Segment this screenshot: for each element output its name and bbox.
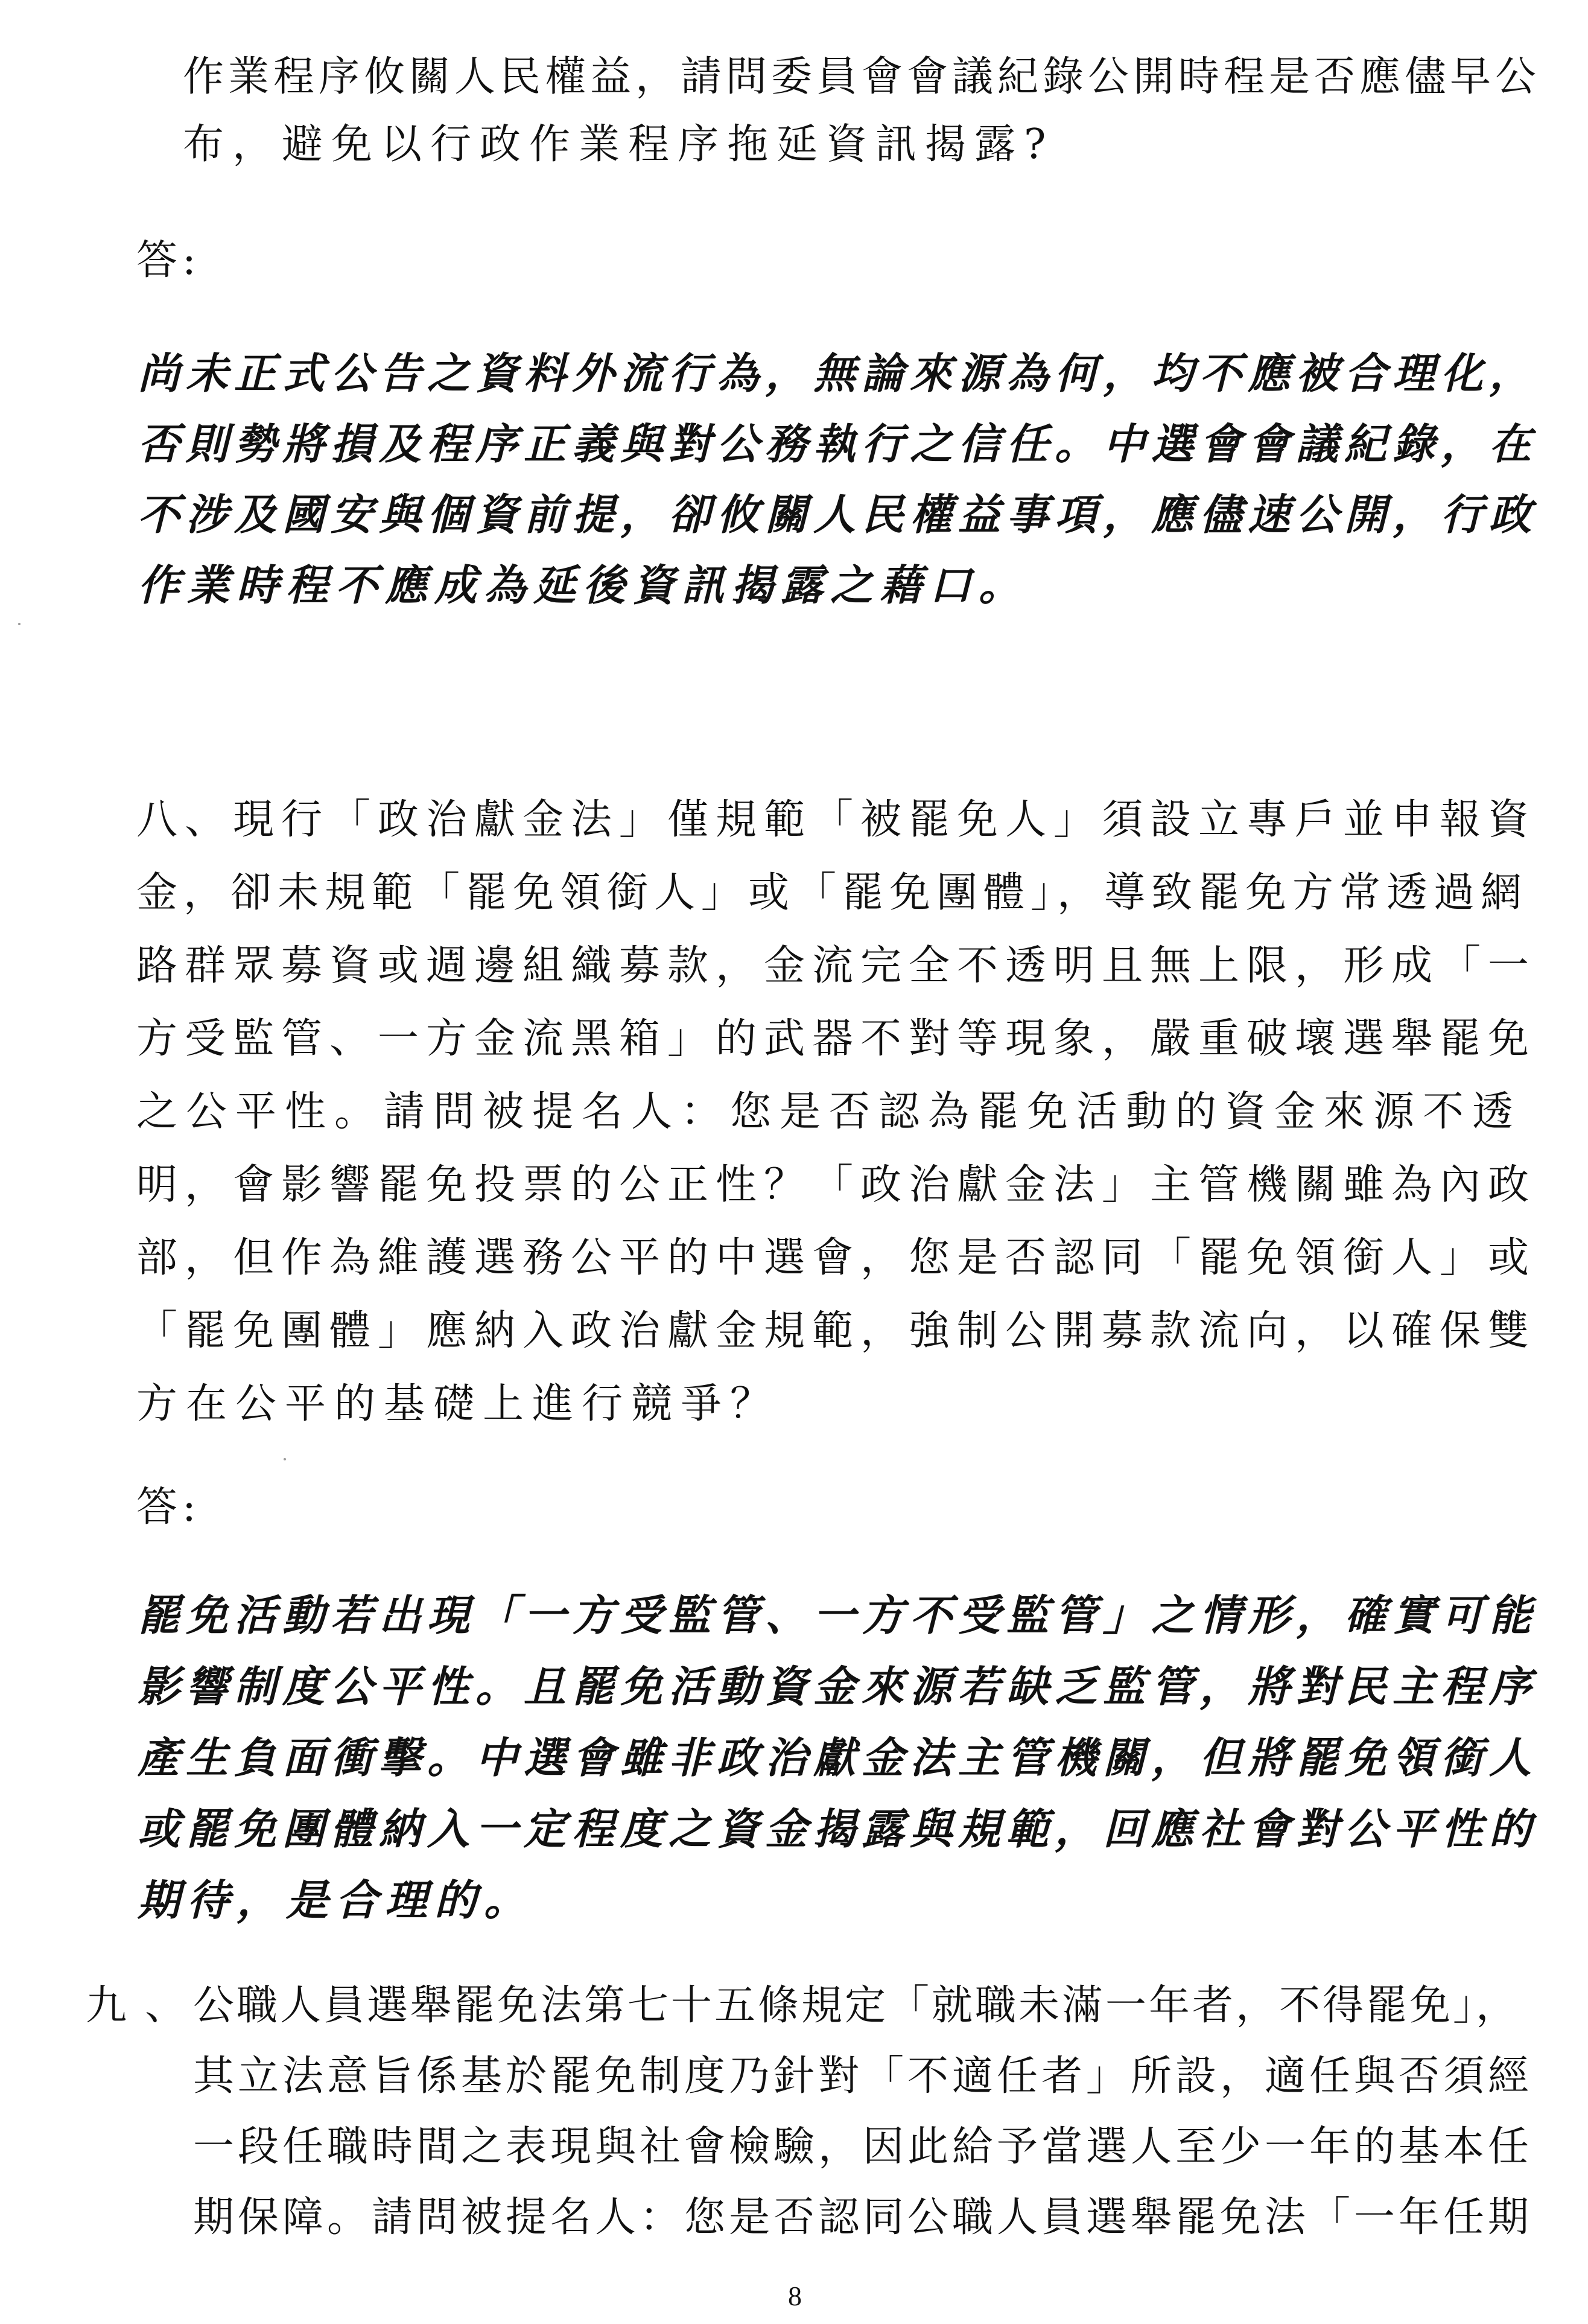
answer1-line-1: 尚未正式公告之資料外流行為，無論來源為何，均不應被合理化， [138,348,1537,398]
question8-line-4: 方受監管、一方金流黑箱」的武器不對等現象，嚴重破壞選舉罷免 [136,1015,1537,1063]
answer-label-2: 答: [136,1483,201,1531]
intro-line-1: 作業程序攸關人民權益，請問委員會會議紀錄公開時程是否應儘早公 [183,53,1541,101]
answer2-line-3: 產生負面衝擊。中選會雖非政治獻金法主管機關，但將罷免領銜人 [138,1733,1537,1783]
question8-line-1: 八、現行「政治獻金法」僅規範「被罷免人」須設立專戶並申報資 [136,796,1537,844]
answer2-line-5: 期待，是合理的。 [138,1875,533,1925]
page-number: 8 [788,2281,802,2311]
answer2-line-2: 影響制度公平性。且罷免活動資金來源若缺乏監管，將對民主程序 [138,1661,1537,1711]
question9-line-4: 期保障。請問被提名人：您是否認同公職人員選舉罷免法「一年任期 [193,2194,1533,2241]
question8-line-8: 「罷免團體」應納入政治獻金規範，強制公開募款流向，以確保雙 [136,1307,1537,1355]
question8-line-7: 部，但作為維護選務公平的中選會，您是否認同「罷免領銜人」或 [136,1234,1537,1282]
answer1-line-3: 不涉及國安與個資前提，卻攸關人民權益事項，應儘速公開，行政 [138,489,1537,540]
question9-line-1: 公職人員選舉罷免法第七十五條規定「就職未滿一年者，不得罷免」， [193,1982,1520,2030]
question9-line-2: 其立法意旨係基於罷免制度乃針對「不適任者」所設，適任與否須經 [193,2052,1533,2100]
question8-line-5: 之公平性。請問被提名人：您是否認為罷免活動的資金來源不透 [136,1088,1522,1136]
answer-label-1: 答: [136,237,201,284]
question9-number: 九、 [86,1982,205,2030]
question9-line-3: 一段任職時間之表現與社會檢驗，因此給予當選人至少一年的基本任 [193,2123,1533,2171]
answer2-line-4: 或罷免團體納入一定程度之資金揭露與規範，回應社會對公平性的 [138,1804,1537,1854]
question8-line-3: 路群眾募資或週邊組織募款，金流完全不透明且無上限，形成「一 [136,942,1537,990]
answer2-line-1: 罷免活動若出現「一方受監管、一方不受監管」之情形，確實可能 [138,1590,1537,1640]
answer1-line-2: 否則勢將損及程序正義與對公務執行之信任。中選會會議紀錄，在 [138,419,1537,469]
intro-line-2: 布，避免以行政作業程序拖延資訊揭露? [183,121,1055,168]
question8-line-2: 金，卻未規範「罷免領銜人」或「罷免團體」，導致罷免方常透過網 [136,869,1528,917]
answer1-line-4: 作業時程不應成為延後資訊揭露之藉口。 [138,560,1028,610]
scan-speck [284,1458,286,1460]
scan-speck [18,623,21,625]
question8-line-6: 明，會影響罷免投票的公正性？「政治獻金法」主管機關雖為內政 [136,1161,1537,1209]
question8-line-9: 方在公平的基礎上進行競爭？ [136,1380,780,1428]
